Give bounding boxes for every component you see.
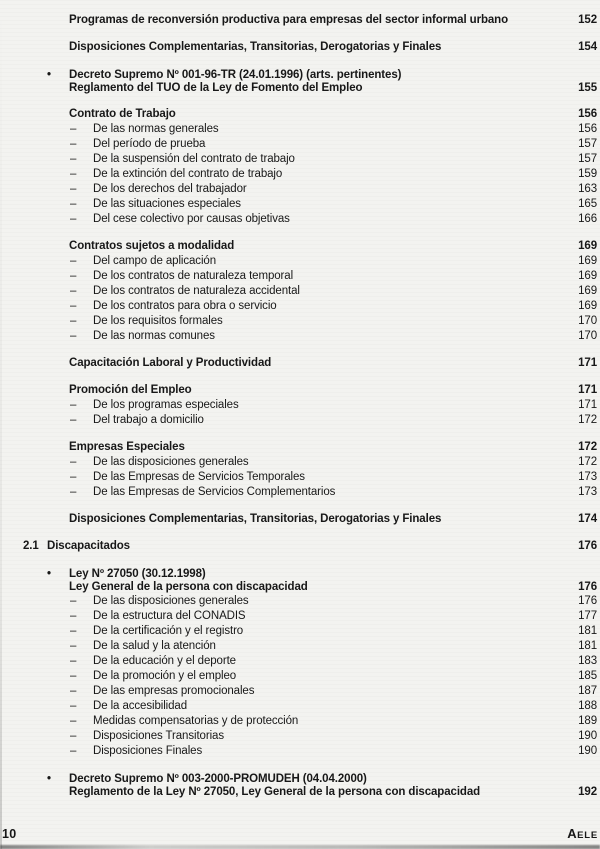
dash-marker: –	[70, 255, 77, 267]
dash-marker: –	[70, 138, 77, 150]
toc-row-item	[0, 152, 597, 167]
toc-row-heading	[0, 440, 597, 455]
toc-entry-title: De las disposiciones generales	[93, 456, 249, 468]
toc-entry-title: Reglamento del TUO de la Ley de Fomento del Empleo	[69, 82, 363, 94]
toc-row-item	[0, 122, 597, 137]
toc-entry-title: Decreto Supremo Nº 003-2000-PROMUDEH (04.04.2000)	[69, 773, 367, 785]
toc-entry-title: De los contratos de naturaleza accidental	[93, 285, 300, 297]
toc-line	[0, 639, 597, 654]
toc-line	[0, 197, 597, 212]
toc-entry-page: 188	[578, 700, 597, 712]
toc-entry-title: Disposiciones Finales	[93, 745, 203, 757]
scan-edge-artifact-bottom	[0, 845, 600, 849]
toc-row-heading	[0, 13, 597, 28]
toc-entry-title: De la educación y el deporte	[93, 655, 236, 667]
dash-marker: –	[70, 399, 77, 411]
toc-row-item	[0, 329, 597, 344]
dash-marker: –	[70, 183, 77, 195]
toc-entry-title: Del trabajo a domicilio	[93, 414, 204, 426]
toc-row-item	[0, 254, 597, 269]
toc-entry-page: 170	[578, 330, 597, 342]
toc-entry-title: De las disposiciones generales	[93, 595, 249, 607]
toc-entry-page: 170	[578, 315, 597, 327]
toc-entry-title: De los contratos para obra o servicio	[93, 300, 277, 312]
toc-entry-title: De la estructura del CONADIS	[93, 610, 246, 622]
toc-line	[0, 566, 597, 581]
toc-line	[0, 182, 597, 197]
toc-entry-title: De las normas comunes	[93, 330, 215, 342]
toc-row-item	[0, 269, 597, 284]
toc-line	[0, 40, 597, 55]
toc-line	[0, 212, 597, 227]
toc-line	[0, 744, 597, 759]
toc-entry-title: De la accesibilidad	[93, 700, 187, 712]
toc-entry-title: Contrato de Trabajo	[69, 108, 176, 120]
toc-row-bullet	[0, 67, 597, 95]
dash-marker: –	[70, 745, 77, 757]
toc-entry-title: Del campo de aplicación	[93, 255, 216, 267]
toc-line	[0, 771, 597, 786]
toc-entry-title: De los contratos de naturaleza temporal	[93, 270, 294, 282]
dash-marker: –	[70, 153, 77, 165]
toc-entry-page: 173	[578, 486, 597, 498]
toc-line	[0, 13, 597, 28]
toc-line	[0, 485, 597, 500]
toc-entry-title: Del período de prueba	[93, 138, 206, 150]
dash-marker: –	[70, 315, 77, 327]
toc-row-item	[0, 594, 597, 609]
toc-row-heading	[0, 512, 597, 527]
toc-line	[0, 669, 597, 684]
toc-row-heading	[0, 356, 597, 371]
toc-line	[0, 714, 597, 729]
toc-row-item	[0, 314, 597, 329]
dash-marker: –	[70, 285, 77, 297]
dash-marker: –	[70, 730, 77, 742]
dash-marker: –	[70, 670, 77, 682]
dash-marker: –	[70, 715, 77, 727]
toc-row-item	[0, 137, 597, 152]
dash-marker: –	[70, 655, 77, 667]
toc-entry-page: 157	[578, 153, 597, 165]
toc-entry-page: 165	[578, 198, 597, 210]
toc-entry-page: 157	[578, 138, 597, 150]
toc-row-item	[0, 284, 597, 299]
scan-edge-artifact-left	[0, 0, 2, 849]
toc-entry-title: De las empresas promocionales	[93, 685, 255, 697]
toc-entry-title: Ley Nº 27050 (30.12.1998)	[69, 568, 206, 580]
toc-entry-title: Promoción del Empleo	[69, 384, 192, 396]
toc-entry-page: 172	[578, 441, 597, 453]
dash-marker: –	[70, 625, 77, 637]
toc-entry-page: 163	[578, 183, 597, 195]
toc-line	[0, 167, 597, 182]
toc-line	[0, 699, 597, 714]
dash-marker: –	[70, 414, 77, 426]
dash-marker: –	[70, 330, 77, 342]
toc-entry-page: 156	[578, 108, 597, 120]
toc-entry-title: Programas de reconversión productiva para empresas del sector informal urbano	[69, 14, 509, 26]
toc-row-item	[0, 167, 597, 182]
toc-entry-page: 171	[578, 384, 597, 396]
toc-row-item	[0, 684, 597, 699]
toc-entry-title: Contratos sujetos a modalidad	[69, 240, 235, 252]
toc-entry-page: 181	[578, 625, 597, 637]
toc-line	[0, 413, 597, 428]
toc-row-item	[0, 398, 597, 413]
toc-entry-title: Reglamento de la Ley Nº 27050, Ley General de la persona con discapacidad	[69, 786, 481, 798]
toc-entry-page: 181	[578, 640, 597, 652]
toc-line	[0, 581, 597, 594]
toc-line	[0, 137, 597, 152]
toc-line	[0, 107, 597, 122]
toc-line	[0, 684, 597, 699]
toc-row-item	[0, 413, 597, 428]
toc-line	[0, 314, 597, 329]
toc-line	[0, 329, 597, 344]
toc-entry-page: 174	[578, 513, 597, 525]
toc-entry-title: De los requisitos formales	[93, 315, 223, 327]
toc-line	[0, 539, 597, 554]
toc-line	[0, 398, 597, 413]
toc-entry-title: Discapacitados	[47, 540, 130, 552]
toc-entry-title: De la certificación y el registro	[93, 625, 244, 637]
toc-row-item	[0, 609, 597, 624]
toc-entry-title: Ley General de la persona con discapacidad	[69, 581, 308, 593]
toc-row-item	[0, 699, 597, 714]
toc-entry-title: De la salud y la atención	[93, 640, 216, 652]
toc-row-item	[0, 654, 597, 669]
toc-row-heading	[0, 239, 597, 254]
toc-row-heading	[0, 383, 597, 398]
dash-marker: –	[70, 486, 77, 498]
toc-row-item	[0, 729, 597, 744]
toc-line	[0, 356, 597, 371]
toc-entry-page: 173	[578, 471, 597, 483]
toc-line	[0, 152, 597, 167]
toc-line	[0, 254, 597, 269]
toc-row-item	[0, 455, 597, 470]
dash-marker: –	[70, 456, 77, 468]
toc-entry-title: Disposiciones Transitorias	[93, 730, 224, 742]
toc-entry-title: De la promoción y el empleo	[93, 670, 237, 682]
toc-entry-page: 177	[578, 610, 597, 622]
dash-marker: –	[70, 700, 77, 712]
toc-entry-page: 190	[578, 745, 597, 757]
toc-row-item	[0, 197, 597, 212]
toc-row-item	[0, 639, 597, 654]
toc-line	[0, 654, 597, 669]
toc-entry-page: 169	[578, 255, 597, 267]
toc-line	[0, 624, 597, 639]
dash-marker: –	[70, 198, 77, 210]
toc-row-item	[0, 624, 597, 639]
toc-row-item	[0, 744, 597, 759]
publisher-logo-rest: ELE	[577, 830, 598, 841]
toc-entry-page: 166	[578, 213, 597, 225]
toc-row-heading	[0, 40, 597, 55]
toc-entry-page: 187	[578, 685, 597, 697]
toc-entry-page: 189	[578, 715, 597, 727]
toc-entry-title: De las situaciones especiales	[93, 198, 241, 210]
toc-line	[0, 122, 597, 137]
toc-entry-page: 171	[578, 357, 597, 369]
toc-line	[0, 729, 597, 744]
toc-row-item	[0, 299, 597, 314]
toc-line	[0, 269, 597, 284]
toc-line	[0, 82, 597, 95]
toc-entry-page: 171	[578, 399, 597, 411]
toc-entry-page: 192	[578, 786, 597, 798]
bullet-marker: •	[47, 773, 51, 785]
toc-entry-page: 190	[578, 730, 597, 742]
toc-entry-title: Capacitación Laboral y Productividad	[69, 357, 272, 369]
toc-entry-title: De los programas especiales	[93, 399, 239, 411]
dash-marker: –	[70, 640, 77, 652]
dash-marker: –	[70, 270, 77, 282]
toc-entry-page: 169	[578, 300, 597, 312]
toc-entry-page: 172	[578, 414, 597, 426]
toc-line	[0, 239, 597, 254]
toc-entry-page: 185	[578, 670, 597, 682]
toc-line	[0, 594, 597, 609]
toc-entry-page: 183	[578, 655, 597, 667]
toc-entry-title: De las Empresas de Servicios Temporales	[93, 471, 305, 483]
toc-entry-page: 176	[578, 540, 597, 552]
toc-row-bullet	[0, 566, 597, 594]
dash-marker: –	[70, 685, 77, 697]
toc-entry-title: De la suspensión del contrato de trabajo	[93, 153, 295, 165]
publisher-logo-initial: A	[567, 826, 578, 841]
toc-entry-page: 156	[578, 123, 597, 135]
toc-entry-page: 176	[578, 595, 597, 607]
section-number: 2.1	[23, 540, 39, 552]
toc-entry-page: 155	[578, 82, 597, 94]
dash-marker: –	[70, 471, 77, 483]
toc-line	[0, 512, 597, 527]
toc-row-item	[0, 485, 597, 500]
toc-row-heading	[0, 107, 597, 122]
toc-entry-title: Empresas Especiales	[69, 441, 185, 453]
dash-marker: –	[70, 213, 77, 225]
toc-row-item	[0, 212, 597, 227]
toc-line	[0, 455, 597, 470]
dash-marker: –	[70, 300, 77, 312]
footer-page-number: 10	[2, 827, 17, 841]
page-footer	[0, 825, 600, 843]
toc-entry-title: Disposiciones Complementarias, Transitorias, Derogatorias y Finales	[69, 513, 442, 525]
toc-row-item	[0, 669, 597, 684]
toc-line	[0, 440, 597, 455]
toc-entry-page: 169	[578, 270, 597, 282]
toc-entry-title: De las Empresas de Servicios Complementarios	[93, 486, 336, 498]
dash-marker: –	[70, 123, 77, 135]
toc-entry-page: 159	[578, 168, 597, 180]
toc-line	[0, 609, 597, 624]
toc-entry-page: 152	[578, 14, 597, 26]
toc-row-item	[0, 182, 597, 197]
toc-entry-page: 169	[578, 240, 597, 252]
publisher-logo	[567, 825, 598, 843]
toc-entry-page: 154	[578, 41, 597, 53]
dash-marker: –	[70, 595, 77, 607]
toc-line	[0, 786, 597, 799]
bullet-marker: •	[47, 69, 51, 81]
toc-row-item	[0, 714, 597, 729]
toc-entry-title: De las normas generales	[93, 123, 219, 135]
toc-entry-title: Decreto Supremo Nº 001-96-TR (24.01.1996) (arts. pertinentes)	[69, 69, 402, 81]
toc-line	[0, 383, 597, 398]
toc-row-section	[0, 539, 597, 554]
toc-entry-title: Disposiciones Complementarias, Transitorias, Derogatorias y Finales	[69, 41, 442, 53]
toc-line	[0, 284, 597, 299]
toc-line	[0, 299, 597, 314]
dash-marker: –	[70, 168, 77, 180]
toc-entry-page: 176	[578, 581, 597, 593]
toc-entry-title: Medidas compensatorias y de protección	[93, 715, 299, 727]
bullet-marker: •	[47, 568, 51, 580]
toc-line	[0, 470, 597, 485]
toc-entry-page: 172	[578, 456, 597, 468]
toc-entry-page: 169	[578, 285, 597, 297]
toc-entry-title: De los derechos del trabajador	[93, 183, 247, 195]
dash-marker: –	[70, 610, 77, 622]
toc-line	[0, 67, 597, 82]
toc-entry-title: Del cese colectivo por causas objetivas	[93, 213, 290, 225]
toc-entry-title: De la extinción del contrato de trabajo	[93, 168, 283, 180]
toc-row-item	[0, 470, 597, 485]
toc-row-bullet	[0, 771, 597, 799]
